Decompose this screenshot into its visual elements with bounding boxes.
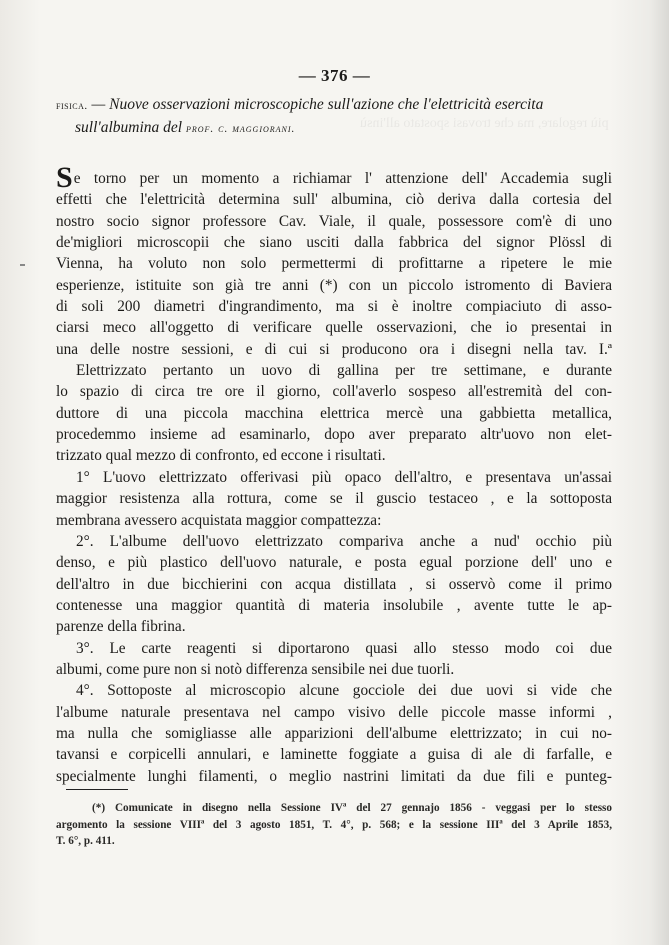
paragraph-result-3 bbox=[56, 638, 612, 681]
text-line: membrana avessero acquistata maggior compattezza: bbox=[56, 511, 382, 529]
paragraph-result-4 bbox=[56, 680, 612, 787]
footnote-divider bbox=[66, 789, 128, 790]
footnote-line: argomento la sessione VIIIª del 3 agosto 1851, T. 4°, p. 568; e la sessione IIIª del 3 Aprile 1853, bbox=[56, 818, 612, 831]
title-line-2 bbox=[56, 117, 616, 140]
text-line: procedemmo insieme ad esaminarlo, dopo aver preparato altr'uovo non elet- bbox=[56, 426, 612, 444]
text-line: maggior resistenza alla rottura, come se il guscio testaceo , e la sottoposta bbox=[56, 490, 612, 508]
article-body bbox=[56, 161, 612, 787]
margin-mark bbox=[20, 264, 25, 266]
author-name: prof. c. maggiorani. bbox=[185, 123, 296, 135]
title-line-2-text: sull'albumina del bbox=[75, 119, 186, 136]
text-line: di soli 200 diametri d'ingrandimento, ma si è inoltre compiaciuto di asso- bbox=[56, 298, 612, 316]
text-line: l'albume naturale presentava nel campo visivo delle piccole masse informi , bbox=[56, 703, 612, 721]
text-line: Vienna, ha voluto non solo permettermi di profittarne a ripetere le mie bbox=[56, 255, 612, 273]
text-line: ma nulla che somigliasse alle apparizioni dell'albume elettrizzato; in cui no- bbox=[56, 724, 612, 742]
text-line: denso, e più plastico dell'uovo naturale, e posta egual porzione dell' uno e bbox=[56, 554, 612, 572]
text-line: contenesse una maggior quantità di materia insolubile , avente tutte le ap- bbox=[56, 596, 612, 614]
show-through-text: più regolare, ma che trovasi spostato all'insù bbox=[360, 116, 609, 131]
article-title bbox=[56, 94, 616, 140]
text-line: nostro socio signor professore Cav. Viale, il quale, possessore com'è di uno bbox=[56, 212, 612, 230]
text-line: parenze della fibrina. bbox=[56, 618, 186, 636]
footnote-line: (*) Comunicate in disegno nella Sessione IVª del 27 gennajo 1856 - veggasi per lo stesso bbox=[92, 802, 612, 814]
text-line: 4°. Sottoposte al microscopio alcune gocciole dei due uovi si vide che bbox=[76, 682, 612, 700]
text-line: specialmente lunghi filamenti, o meglio nastrini limitati da due fili e punteg- bbox=[56, 767, 612, 785]
text-line: trizzato qual mezzo di confronto, ed eccone i risultati. bbox=[56, 447, 386, 465]
title-dash: — bbox=[87, 96, 110, 113]
paragraph-result-2 bbox=[56, 531, 612, 638]
footnote-line: T. 6°, p. 411. bbox=[56, 835, 115, 847]
drop-cap: S bbox=[56, 161, 73, 194]
text-line: effetti che l'elettricità determina sull' albumina, ciò deriva dalla cortesia del bbox=[56, 191, 612, 209]
text-line-content: e torno per un momento a richiamar l' attenzione dell' Accademia sugli bbox=[73, 170, 612, 187]
text-line: lo spazio di circa tre ore il giorno, coll'averlo sospeso all'estremità del con- bbox=[56, 383, 612, 401]
text-line: 3°. Le carte reagenti si diportarono quasi allo stesso modo coi due bbox=[76, 639, 612, 657]
text-line: dell'altro in due bicchierini con acqua distillata , si osservò come il primo bbox=[56, 575, 612, 593]
text-line: una delle nostre sessioni, e di cui si producono ora i disegni nella tav. I.ª bbox=[56, 340, 612, 358]
paragraph-intro bbox=[56, 161, 612, 360]
page-number: — 376 — bbox=[298, 66, 371, 85]
section-label: fisica. bbox=[56, 100, 88, 112]
title-line-1: Nuove osservazioni microscopiche sull'azione che l'elettricità esercita bbox=[109, 96, 544, 113]
text-line bbox=[56, 161, 612, 194]
text-line: tavansi e corpicelli annulari, e laminette foggiate a guisa di ale di farfalle, e bbox=[56, 746, 612, 764]
text-line: de'migliori microscopii che siano usciti dalla fabbrica del signor Plössl di bbox=[56, 234, 612, 252]
footnote bbox=[56, 800, 612, 850]
text-line: Elettrizzato pertanto un uovo di gallina per tre settimane, e durante bbox=[76, 362, 612, 380]
text-line: esperienze, istituite son già tre anni (*) con un piccolo istromento di Baviera bbox=[56, 276, 612, 294]
text-line: 1° L'uovo elettrizzato offerivasi più opaco dell'altro, e presentava un'assai bbox=[76, 468, 612, 486]
text-line: ciarsi meco all'oggetto di verificare quelle osservazioni, che io presentai in bbox=[56, 319, 612, 337]
paragraph-method bbox=[56, 360, 612, 467]
text-line: 2°. L'albume dell'uovo elettrizzato compariva anche a nud' occhio più bbox=[76, 532, 612, 550]
text-line: albumi, come pure non si notò differenza sensibile nei due tuorli. bbox=[56, 660, 455, 678]
paragraph-result-1 bbox=[56, 467, 612, 531]
text-line: duttore di una piccola macchina elettrica mercè una gabbietta metallica, bbox=[56, 404, 612, 422]
